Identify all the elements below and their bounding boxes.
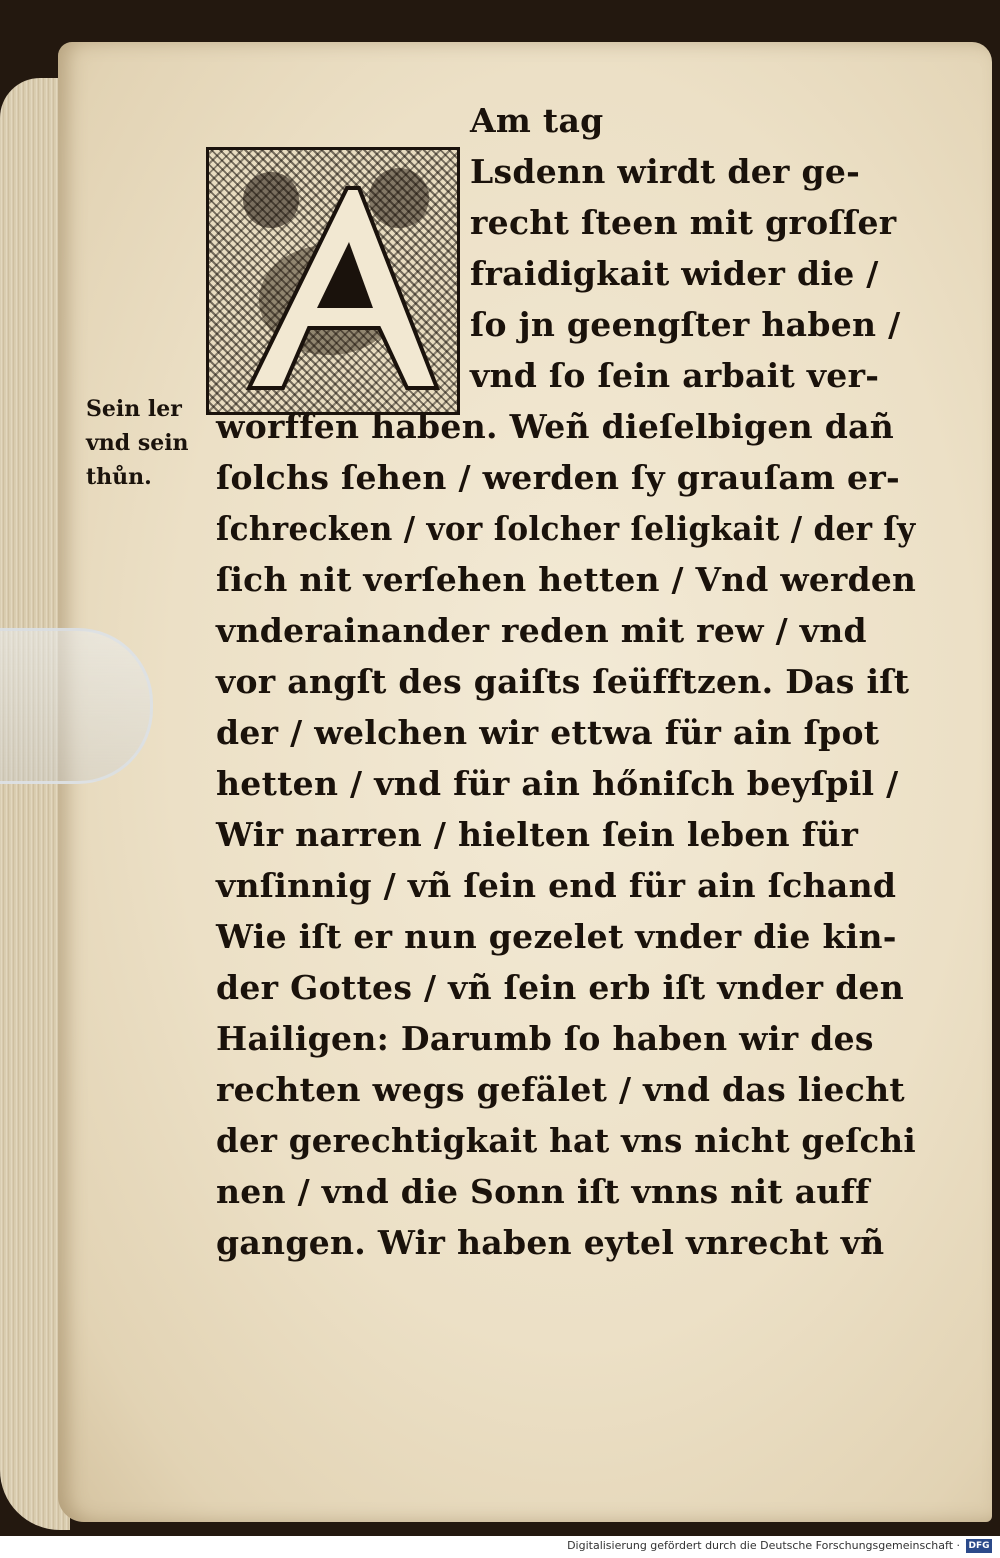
text-line: gangen. Wir haben eytel vnrecht vñ — [216, 1223, 885, 1262]
text-line: rechten wegs gefälet / vnd das liecht — [216, 1070, 905, 1109]
marginal-note-line: vnd sein — [86, 430, 189, 456]
text-line: fraidigkait wider die / — [470, 254, 879, 293]
text-line: vnſinnig / vñ ſein end für ain ſchand — [216, 866, 897, 905]
decorated-initial — [206, 147, 460, 415]
text-line: ſchrecken / vor ſolcher ſeligkait / der ſy — [216, 509, 916, 548]
text-line: nen / vnd die Sonn iſt vnns nit auff — [216, 1172, 870, 1211]
marginal-note-line: thůn. — [86, 464, 152, 490]
text-line: Wir narren / hielten ſein leben für — [216, 815, 859, 854]
text-line: Am tag — [470, 101, 604, 140]
text-line: Hailigen: Darumb ſo haben wir des — [216, 1019, 874, 1058]
text-line: der Gottes / vñ ſein erb iſt vnder den — [216, 968, 905, 1007]
text-line: Wie iſt er nun gezelet vnder die kin- — [216, 917, 897, 956]
text-line: vor angſt des gaiſts ſeüfftzen. Das iſt — [216, 662, 910, 701]
text-line: ſolchs ſehen / werden ſy grauſam er- — [216, 458, 900, 497]
text-line: recht ſteen mit groſſer — [470, 203, 897, 242]
text-line: ſo jn geengſter haben / — [470, 305, 901, 344]
funding-credit: Digitalisierung gefördert durch die Deutsche Forschungsgemeinschaft · — [567, 1539, 960, 1552]
text-line: vnderainander reden mit rew / vnd — [216, 611, 867, 650]
marginal-note — [86, 392, 206, 494]
text-line: der / welchen wir ettwa für ain ſpot — [216, 713, 880, 752]
marginal-note-line: Sein ler — [86, 396, 182, 422]
text-line: Lsdenn wirdt der ge- — [470, 152, 861, 191]
text-line: hetten / vnd für ain hőniſch beyſpil / — [216, 764, 899, 803]
dfg-logo: DFG — [966, 1539, 992, 1553]
footer-bar — [0, 1536, 1000, 1558]
text-line: worffen haben. Weñ dieſelbigen dañ — [216, 407, 895, 446]
text-line: ſich nit verſehen hetten / Vnd werden — [216, 560, 917, 599]
text-line: der gerechtigkait hat vns nicht geſchi — [216, 1121, 916, 1160]
initial-letter-graphic — [209, 150, 457, 412]
page-clip — [0, 628, 153, 784]
text-line: vnd ſo ſein arbait ver- — [470, 356, 880, 395]
